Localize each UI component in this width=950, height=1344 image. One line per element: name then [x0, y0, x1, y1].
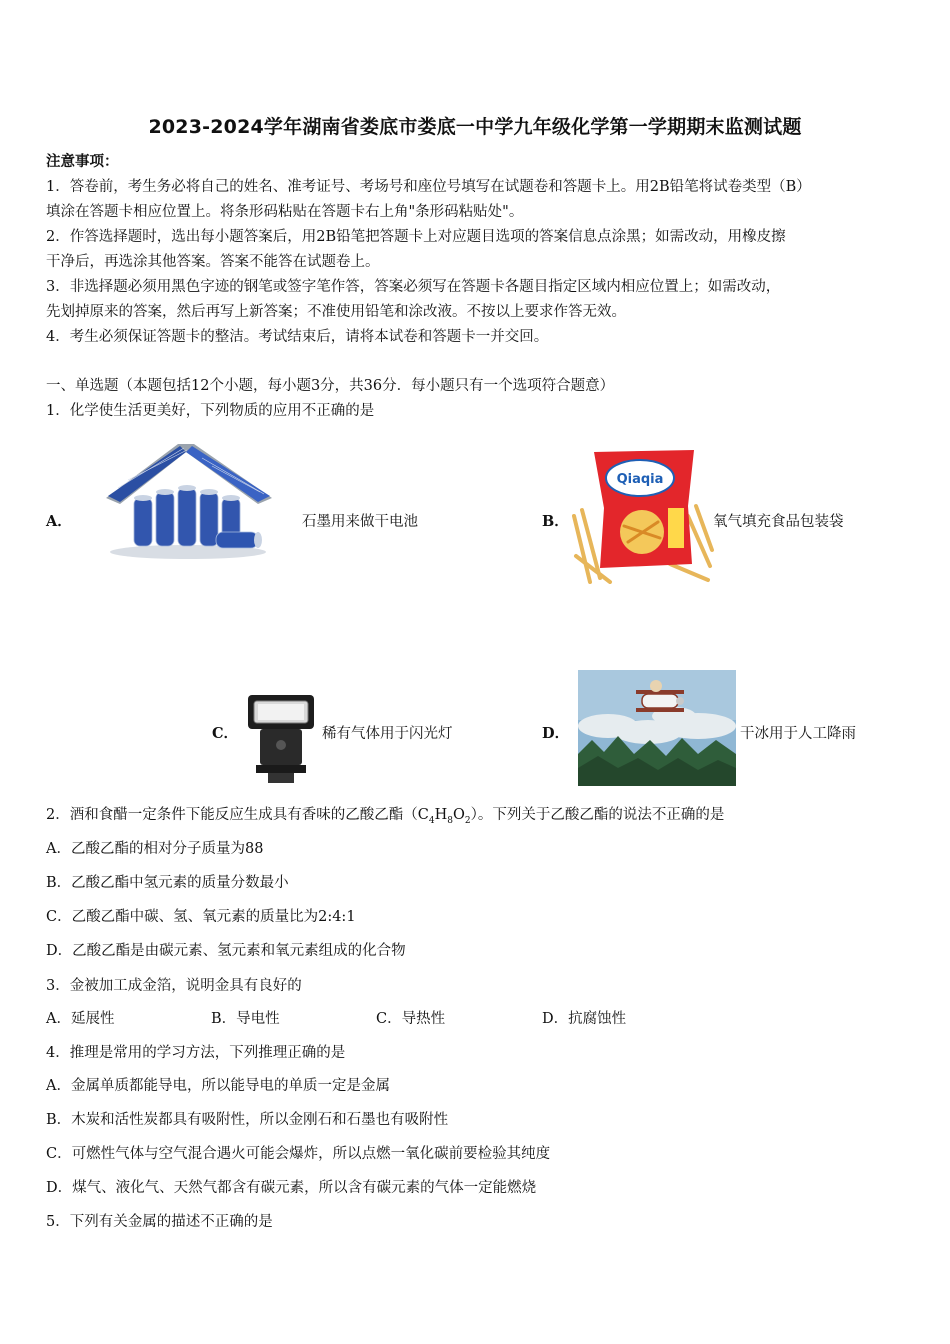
- notice-heading: 注意事项：: [46, 153, 119, 170]
- question-option: C．可燃性气体与空气混合遇火可能会爆炸，所以点燃一氧化碳前要检验其纯度: [46, 1146, 551, 1162]
- notice-line: 先划掉原来的答案，然后再写上新答案；不准使用铅笔和涂改液。不按以上要求作答无效。: [46, 304, 626, 320]
- question-option: D．乙酸乙酯是由碳元素、氢元素和氧元素组成的化合物: [46, 943, 406, 959]
- question-option: C．导热性: [376, 1011, 446, 1027]
- solar-house-image: [98, 440, 278, 564]
- question-4-stem: 4．推理是常用的学习方法，下列推理正确的是: [46, 1045, 346, 1061]
- option-text: 石墨用来做干电池: [302, 514, 418, 530]
- camera-flash-image: [244, 693, 318, 791]
- question-option: B．导电性: [211, 1011, 280, 1027]
- question-option: A．乙酸乙酯的相对分子质量为88: [46, 841, 264, 857]
- question-3-stem: 3．金被加工成金箔，说明金具有良好的: [46, 978, 302, 994]
- question-option: B．木炭和活性炭都具有吸附性，所以金刚石和石墨也有吸附性: [46, 1112, 449, 1128]
- option-text: 干冰用于人工降雨: [740, 726, 856, 742]
- notice-line: 3．非选择题必须用黑色字迹的钢笔或签字笔作答，答案必须写在答题卡各题目指定区域内相应位置上；如需改动，: [46, 279, 781, 295]
- option-label: C．: [212, 725, 239, 742]
- question-2-stem: 2．酒和食醋一定条件下能反应生成具有香味的乙酸乙酯$(C_4H_8O_2)$。下列关于乙酸乙酯的说法不正确的是: [46, 807, 725, 826]
- question-option: D．煤气、液化气、天然气都含有碳元素，所以含有碳元素的气体一定能燃烧: [46, 1180, 537, 1196]
- option-label: D．: [542, 725, 570, 742]
- section-heading: 一、单选题（本题包括12个小题，每小题3分，共36分．每小题只有一个选项符合题意）: [46, 378, 615, 394]
- notice-line: 2．作答选择题时，选出每小题答案后，用2B铅笔把答题卡上对应题目选项的答案信息点涂黑；如需改动，用橡皮擦: [46, 229, 786, 245]
- question-option: D．抗腐蚀性: [542, 1011, 627, 1027]
- notice-line: 干净后，再选涂其他答案。答案不能答在试题卷上。: [46, 254, 380, 270]
- option-text: 氧气填充食品包装袋: [713, 514, 844, 530]
- question-option: B．乙酸乙酯中氢元素的质量分数最小: [46, 875, 289, 891]
- notice-line: 填涂在答题卡相应位置上。将条形码粘贴在答题卡右上角"条形码粘贴处"。: [46, 204, 524, 220]
- question-option: C．乙酸乙酯中碳、氢、氧元素的质量比为2:4:1: [46, 909, 356, 925]
- cloud-seeding-plane-image: [578, 670, 736, 790]
- snack-bag-image: [570, 446, 715, 588]
- question-5-stem: 5．下列有关金属的描述不正确的是: [46, 1214, 273, 1230]
- notice-line: 1．答卷前，考生务必将自己的姓名、准考证号、考场号和座位号填写在试题卷和答题卡上。用2B铅笔将试卷类型（B）: [46, 179, 811, 195]
- option-label: B．: [542, 513, 569, 530]
- question-option: A．金属单质都能导电，所以能导电的单质一定是金属: [46, 1078, 390, 1094]
- question-option: A．延展性: [46, 1011, 115, 1027]
- option-text: 稀有气体用于闪光灯: [322, 726, 453, 742]
- svg-text:Qiaqia: Qiaqia: [616, 472, 664, 487]
- question-1-stem: 1．化学使生活更美好，下列物质的应用不正确的是: [46, 403, 375, 419]
- page-title: 2023-2024学年湖南省娄底市娄底一中学九年级化学第一学期期末监测试题: [148, 116, 802, 138]
- option-label: A．: [46, 513, 72, 530]
- notice-line: 4．考生必须保证答题卡的整洁。考试结束后，请将本试卷和答题卡一并交回。: [46, 329, 549, 345]
